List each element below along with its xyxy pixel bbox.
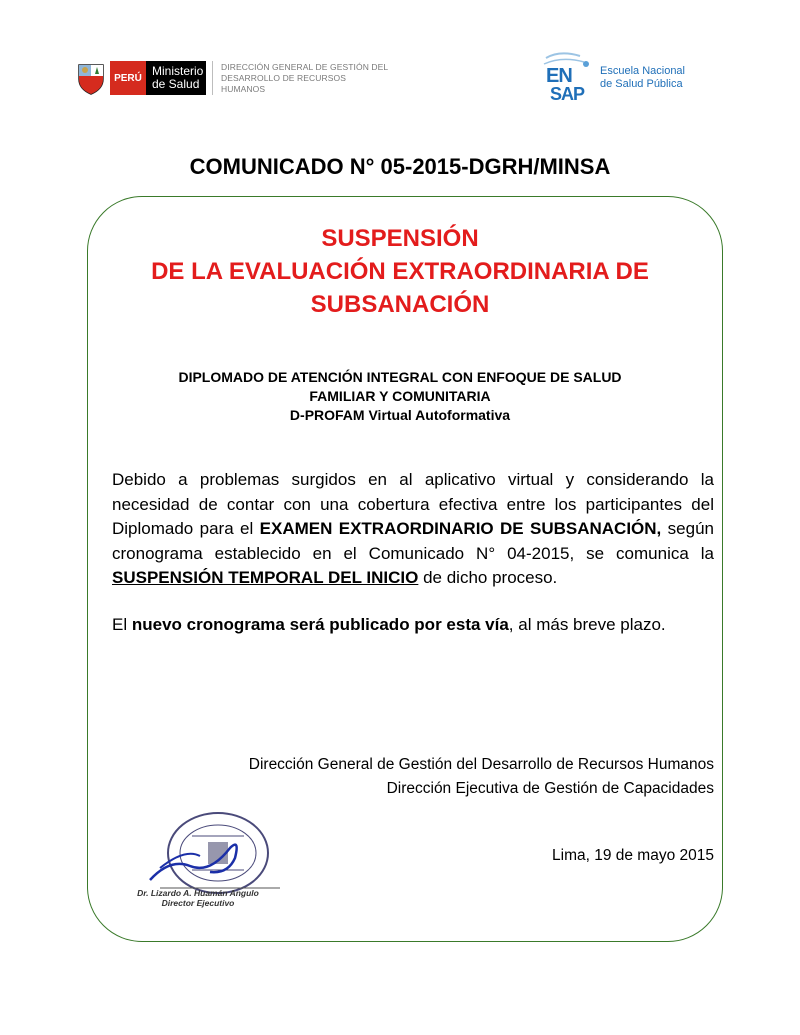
program-line1: DIPLOMADO DE ATENCIÓN INTEGRAL CON ENFOQUE DE SALUD bbox=[178, 369, 622, 385]
ensap-logo bbox=[540, 52, 685, 104]
p2-part2: , al más breve plazo. bbox=[508, 614, 666, 634]
direccion-label bbox=[212, 61, 392, 95]
ensap-mark-icon bbox=[540, 52, 598, 104]
ensap-name bbox=[600, 65, 685, 91]
document-title: COMUNICADO N° 05-2015-DGRH/MINSA bbox=[189, 154, 611, 179]
peru-label: PERÚ bbox=[110, 61, 146, 95]
p1-part3: de dicho proceso. bbox=[418, 568, 558, 587]
ministerio-label bbox=[146, 61, 206, 95]
sign-line1: Dirección General de Gestión del Desarrollo de Recursos Humanos bbox=[248, 756, 714, 773]
headline-line2: DE LA EVALUACIÓN EXTRAORDINARIA DE bbox=[151, 258, 649, 285]
p2-part1: El bbox=[112, 614, 132, 634]
direccion-line1: DIRECCIÓN GENERAL DE GESTIÓN DEL bbox=[221, 61, 389, 72]
minsa-logo bbox=[76, 58, 392, 98]
paragraph-1 bbox=[112, 468, 714, 591]
document-date: Lima, 19 de mayo 2015 bbox=[552, 847, 714, 864]
p1-underlined: SUSPENSIÓN TEMPORAL DEL INICIO bbox=[112, 568, 419, 587]
p1-part1: Debido a problemas surgidos en al aplicativo virtual y considerando la necesidad de contar con una cobertura efectiva entre los participantes del Diplomado para el bbox=[112, 470, 714, 538]
ministerio-line1: Ministerio bbox=[152, 64, 204, 78]
svg-text:EN: EN bbox=[546, 65, 572, 87]
headline-line3: SUBSANACIÓN bbox=[310, 291, 490, 318]
ensap-line1: Escuela Nacional bbox=[600, 65, 685, 77]
program-heading bbox=[0, 368, 800, 425]
ensap-line2: de Salud Pública bbox=[600, 78, 683, 90]
p1-bold: EXAMEN EXTRAORDINARIO DE SUBSANACIÓN, bbox=[259, 519, 662, 538]
signatory-title: Director Ejecutivo bbox=[161, 898, 235, 908]
sign-line2: Dirección Ejecutiva de Gestión de Capacidades bbox=[386, 780, 714, 797]
program-line3: D-PROFAM Virtual Autoformativa bbox=[289, 407, 511, 423]
ministerio-line2: de Salud bbox=[152, 77, 200, 91]
signatory-name: Dr. Lizardo A. Huamán Angulo bbox=[137, 888, 259, 898]
direccion-line2: DESARROLLO DE RECURSOS HUMANOS bbox=[221, 72, 347, 94]
p2-bold: nuevo cronograma será publicado por esta vía bbox=[131, 614, 509, 634]
signatory bbox=[118, 888, 278, 908]
peru-coat-of-arms-icon bbox=[76, 61, 106, 95]
body-text bbox=[112, 468, 714, 637]
program-line2: FAMILIAR Y COMUNITARIA bbox=[309, 388, 491, 404]
headline-line1: SUSPENSIÓN bbox=[321, 225, 479, 252]
paragraph-2 bbox=[112, 613, 714, 638]
headline bbox=[0, 222, 800, 321]
p1-part2: según cronograma establecido en el Comunicado N° 04-2015, se comunica la bbox=[112, 519, 714, 563]
signature-block bbox=[249, 753, 714, 801]
svg-text:SAP: SAP bbox=[550, 84, 585, 104]
